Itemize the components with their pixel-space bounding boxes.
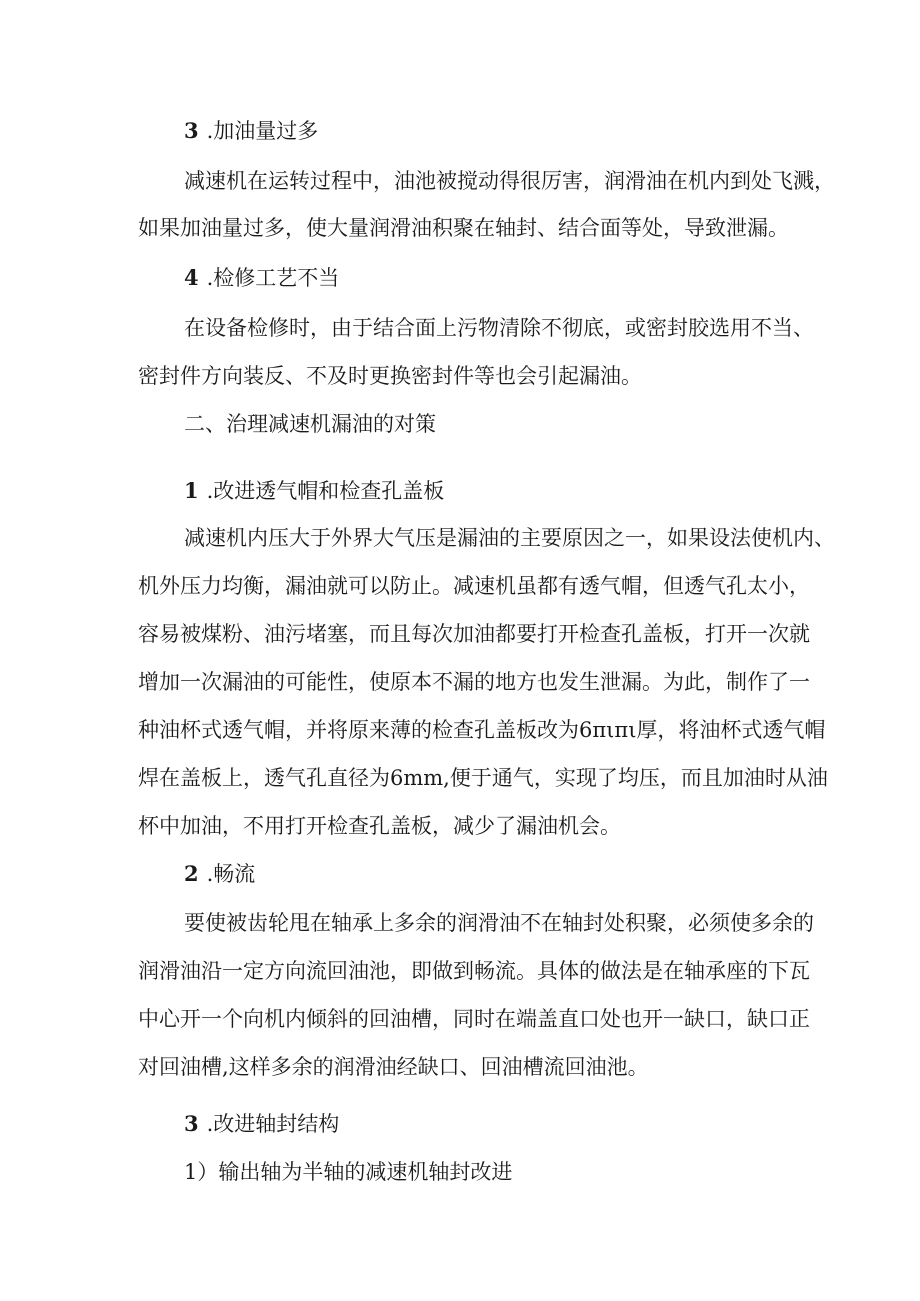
heading-number: 4 — [184, 265, 199, 290]
section-title: 二、治理减速机漏油的对策 — [184, 412, 436, 436]
paragraph-line: 对回油槽,这样多余的润滑油经缺口、回油槽流回油池。 — [138, 1055, 649, 1079]
paragraph-line: 焊在盖板上，透气孔直径为6mm,便于通气，实现了均压，而且加油时从油 — [138, 766, 828, 790]
sub-item: 1）输出轴为半轴的减速机轴封改进 — [184, 1160, 513, 1184]
paragraph-line: 机外压力均衡，漏油就可以防止。减速机虽都有透气帽，但透气孔太小， — [138, 574, 810, 598]
paragraph-line: 在设备检修时，由于结合面上污物清除不彻底，或密封胶选用不当、 — [184, 316, 814, 340]
heading-number: 2 — [184, 861, 199, 886]
heading-text: .加油量过多 — [206, 119, 319, 143]
heading-shaft-seal — [184, 1110, 339, 1138]
heading-number: 1 — [184, 478, 199, 503]
heading-text: .检修工艺不当 — [206, 266, 340, 290]
heading-text: .改进轴封结构 — [206, 1112, 340, 1136]
heading-number: 3 — [184, 118, 199, 143]
heading-number: 3 — [184, 1111, 199, 1136]
paragraph-line: 杯中加油，不用打开检查孔盖板，减少了漏油机会。 — [138, 814, 621, 838]
heading-text: .畅流 — [206, 862, 256, 886]
heading-text: .改进透气帽和检查孔盖板 — [206, 479, 445, 503]
paragraph-line: 减速机内压大于外界大气压是漏油的主要原因之一，如果设法使机内、 — [184, 526, 835, 550]
paragraph-line: 容易被煤粉、油污堵塞，而且每次加油都要打开检查孔盖板，打开一次就 — [138, 622, 810, 646]
heading-repair-process — [184, 264, 339, 292]
heading-smooth-flow — [184, 860, 255, 888]
paragraph-line: 增加一次漏油的可能性，使原本不漏的地方也发生泄漏。为此，制作了一 — [138, 670, 810, 694]
paragraph-line: 种油杯式透气帽，并将原来薄的检查孔盖板改为6πιπι厚，将油杯式透气帽 — [138, 718, 826, 742]
paragraph-line: 要使被齿轮甩在轴承上多余的润滑油不在轴封处积聚，必须使多余的 — [184, 911, 814, 935]
paragraph-line: 润滑油沿一定方向流回油池，即做到畅流。具体的做法是在轴承座的下瓦 — [138, 959, 810, 983]
heading-vent-cap — [184, 477, 444, 505]
heading-oil-amount — [184, 117, 318, 145]
paragraph-line: 如果加油量过多，使大量润滑油积聚在轴封、结合面等处，导致泄漏。 — [138, 216, 789, 240]
paragraph-line: 减速机在运转过程中，油池被搅动得很厉害，润滑油在机内到处飞溅， — [184, 169, 835, 193]
paragraph-line: 密封件方向装反、不及时更换密封件等也会引起漏油。 — [138, 364, 642, 388]
paragraph-line: 中心开一个向机内倾斜的回油槽，同时在端盖直口处也开一缺口，缺口正 — [138, 1007, 810, 1031]
